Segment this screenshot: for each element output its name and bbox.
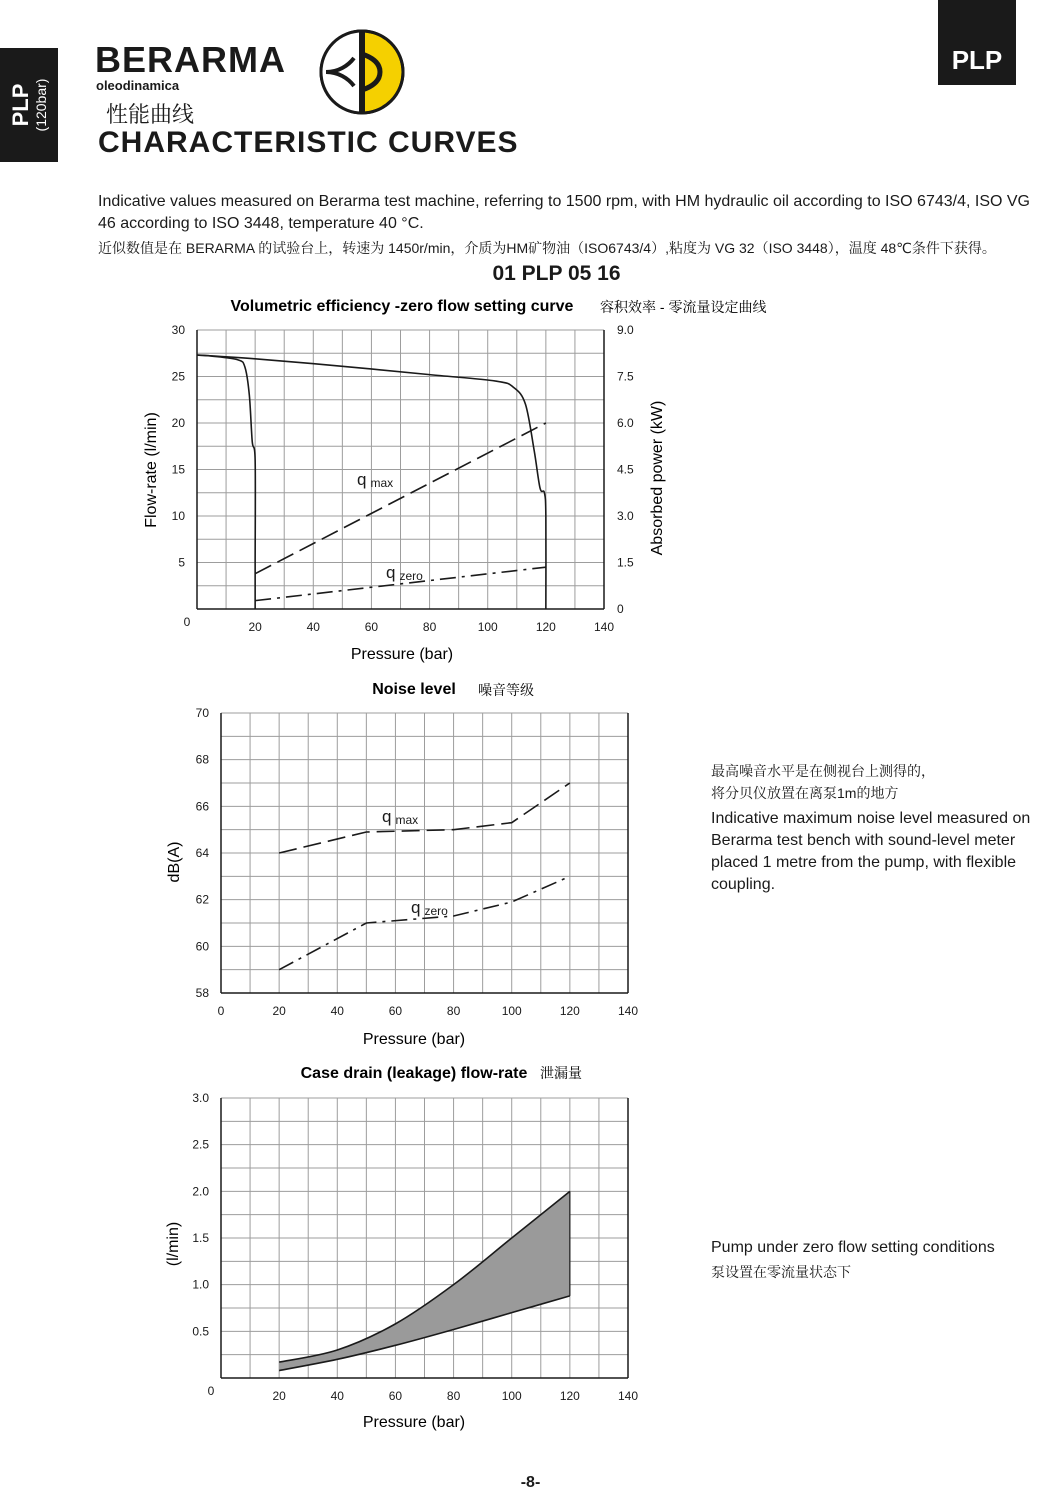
- y-tick-label: 58: [195, 986, 209, 1000]
- side-tab: [0, 48, 58, 162]
- y-axis-label: Flow-rate (l/min): [143, 412, 160, 528]
- intro-text-chinese: 近似数值是在 BERARMA 的试验台上，转速为 1450r/min，介质为HM矿物油（ISO6743/4）,粘度为 VG 32（ISO 3448），温度 48℃条件下获得。: [98, 240, 996, 256]
- x-tick-label: 80: [422, 620, 437, 634]
- page-title: CHARACTERISTIC CURVES: [98, 126, 519, 159]
- series-label-zero: q zero: [386, 563, 423, 583]
- x-axis-label: Pressure (bar): [362, 1414, 466, 1431]
- y2-tick-label: 4.5: [617, 462, 634, 477]
- y-tick-label: 66: [195, 799, 209, 814]
- chart-title: Noise level: [372, 681, 456, 698]
- x-tick-label: 140: [617, 1389, 639, 1403]
- x-tick-label: 120: [535, 620, 556, 634]
- noise-note-english: Indicative maximum noise level measured on Berarma test bench with sound-level meter placed 1 metre from the pump, with flexible coupling.: [711, 810, 1031, 893]
- brand-name: BERARMA: [95, 39, 286, 80]
- x-tick-label: 20: [272, 1389, 286, 1403]
- y-tick-label: 15: [171, 462, 185, 477]
- y-tick-label: 20: [171, 416, 185, 430]
- chart-title-chinese: 容积效率 - 零流量设定曲线: [600, 299, 767, 315]
- y-axis-label-visible: dB(A): [166, 841, 183, 883]
- series-label-zero: q zero: [411, 898, 448, 918]
- y-tick-label: 25: [171, 369, 185, 384]
- chart-title-chinese: 泄漏量: [540, 1065, 582, 1081]
- x-axis-label: Pressure (bar): [350, 646, 454, 663]
- y-tick-label: 64: [195, 846, 209, 860]
- series-label-max: q max: [357, 470, 394, 490]
- noise-note: [711, 760, 1041, 896]
- x-axis-ticks: [184, 615, 615, 634]
- x-tick-label: 60: [388, 1389, 403, 1403]
- noise-level-chart: [0, 672, 700, 1052]
- x-tick-label: 80: [446, 1389, 461, 1403]
- side-tab-pressure: (120bar): [33, 78, 49, 132]
- series-label-max: q max: [382, 807, 419, 827]
- leakage-note-english: Pump under zero flow setting conditions: [711, 1239, 995, 1256]
- x-origin-label: 0: [183, 615, 191, 629]
- page-number: -8-: [520, 1474, 541, 1491]
- y-tick-label: 30: [171, 323, 185, 337]
- top-tab: PLP: [938, 0, 1016, 85]
- y2-axis-label: Absorbed power (kW): [649, 400, 666, 556]
- y-axis-ticks: [196, 706, 210, 1000]
- x-tick-label: 100: [501, 1389, 522, 1403]
- y-axis-ticks: [192, 1091, 209, 1338]
- title-chinese: 性能曲线: [106, 102, 195, 127]
- y2-tick-label: 6.0: [617, 416, 634, 430]
- side-tab-code: PLP: [8, 83, 33, 127]
- x-tick-label: 40: [306, 620, 320, 634]
- y-tick-label: 60: [195, 939, 209, 954]
- x-tick-label: 100: [477, 620, 498, 634]
- chart-title: Case drain (leakage) flow-rate: [300, 1065, 528, 1082]
- chart-title-chinese: 噪音等级: [478, 682, 534, 698]
- noise-note-chinese-1: 最高噪音水平是在侧视台上测得的，: [711, 763, 935, 779]
- case-drain-chart: [0, 1056, 700, 1436]
- x-tick-label: 60: [388, 1004, 403, 1018]
- y-tick-label: 3.0: [192, 1091, 209, 1105]
- leakage-note-chinese: 泵设置在零流量状态下: [711, 1264, 851, 1280]
- x-axis-ticks: [218, 1004, 639, 1018]
- x-origin-label: 0: [207, 1384, 215, 1398]
- x-tick-label: 100: [501, 1004, 522, 1018]
- x-tick-label: 60: [364, 620, 379, 634]
- y-tick-label: 0.5: [192, 1324, 209, 1339]
- chart-title: Volumetric efficiency -zero flow setting curve: [230, 298, 574, 315]
- y-axis-label: (l/min): [165, 1221, 182, 1267]
- x-tick-label: 120: [559, 1004, 580, 1018]
- x-tick-label: 40: [330, 1004, 344, 1018]
- x-tick-label: 120: [559, 1389, 580, 1403]
- x-tick-label: 20: [272, 1004, 286, 1018]
- x-tick-label: 140: [617, 1004, 639, 1018]
- y-tick-label: 68: [195, 752, 209, 767]
- y2-tick-label: 1.5: [617, 555, 634, 570]
- y-tick-label: 2.0: [192, 1184, 209, 1199]
- y2-tick-label: 9.0: [617, 323, 634, 337]
- y-axis-ticks: [172, 323, 186, 570]
- y-tick-label: 62: [195, 892, 209, 907]
- volumetric-efficiency-chart: [0, 290, 820, 670]
- y-tick-label: 2.5: [192, 1137, 209, 1152]
- y-tick-label: 1.0: [192, 1277, 209, 1292]
- y-tick-label: 5: [178, 555, 185, 570]
- x-tick-label: 0: [217, 1004, 225, 1018]
- berarma-logo-icon: [318, 28, 408, 118]
- noise-note-chinese-2: 将分贝仪放置在离泵1m的地方: [711, 785, 899, 801]
- model-code: 01 PLP 05 16: [492, 262, 621, 285]
- y2-tick-label: 3.0: [617, 509, 634, 523]
- leakage-note: [711, 1237, 1041, 1283]
- y-tick-label: 1.5: [192, 1231, 209, 1245]
- x-tick-label: 140: [593, 620, 615, 634]
- y-tick-label: 70: [195, 706, 209, 720]
- x-axis-label: Pressure (bar): [362, 1031, 466, 1048]
- x-tick-label: 20: [248, 620, 262, 634]
- intro-text-english: Indicative values measured on Berarma test machine, referring to 1500 rpm, with HM hydraulic oil according to ISO 6743/4, ISO VG 46 according to ISO 3448, temperature 40 °C.: [98, 193, 1030, 232]
- y-tick-label: 10: [171, 509, 185, 523]
- x-tick-label: 80: [446, 1004, 461, 1018]
- x-tick-label: 40: [330, 1389, 344, 1403]
- y2-axis-ticks: [617, 323, 634, 616]
- brand-subtitle: oleodinamica: [96, 78, 180, 93]
- y2-tick-label: 7.5: [617, 369, 634, 384]
- y2-tick-label: 0: [617, 602, 624, 616]
- x-axis-ticks: [208, 1384, 639, 1403]
